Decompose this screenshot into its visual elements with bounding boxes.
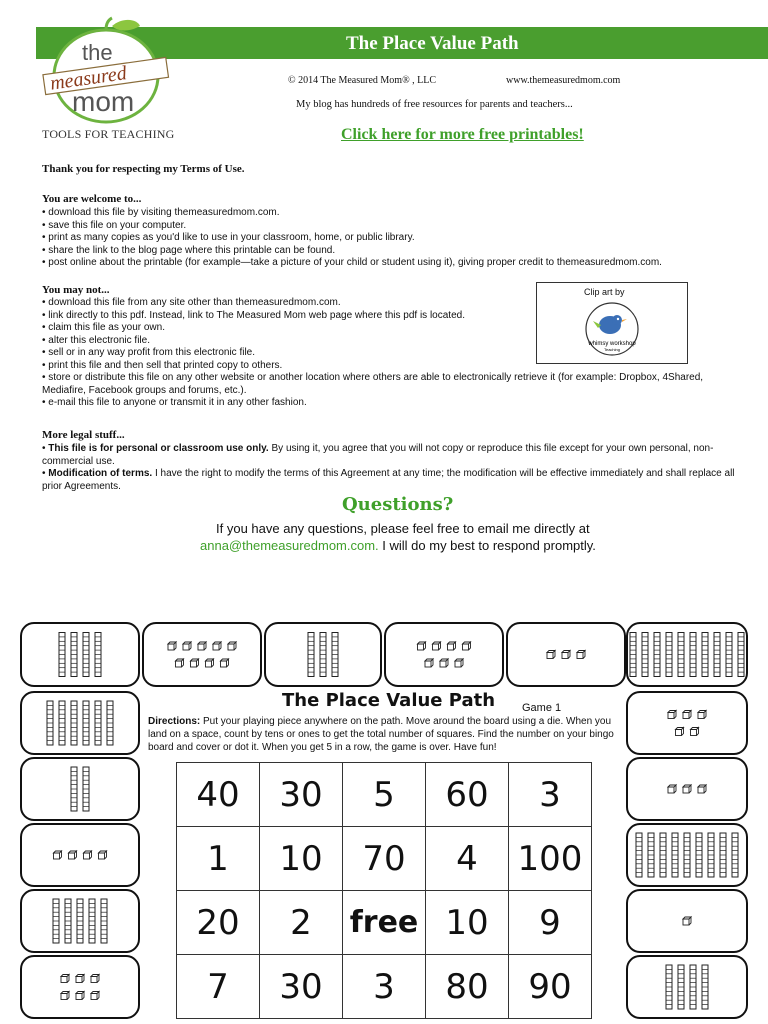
path-space[interactable] (20, 622, 140, 687)
ten-rods-icon (22, 759, 138, 819)
list-item: • print as many copies as you'd like to use in your classroom, home, or public library. (42, 232, 662, 245)
ten-rod (684, 833, 690, 877)
questions-line2 (200, 538, 596, 553)
path-space[interactable] (264, 622, 382, 687)
bingo-cell[interactable]: 7 (177, 955, 260, 1019)
list-item: • share the link to the blog page where this printable can be found. (42, 245, 662, 258)
unit-cube (168, 642, 176, 650)
list-item: • store or distribute this file on any other website or another location where others are able to electronically retrieve it (for example: Dropbox, 4Shared, Mediafire, Facebook groups and forums, etc.). (42, 372, 742, 397)
unit-cube (547, 651, 555, 659)
ten-rod (65, 899, 71, 943)
clipart-label: Clip art by (584, 287, 625, 297)
welcome-list (42, 207, 662, 270)
list-item: • claim this file as your own. (42, 322, 742, 335)
unit-cube (61, 992, 69, 1000)
unit-cubes-icon (22, 825, 138, 885)
unit-cubes-icon (628, 759, 746, 819)
bingo-cell[interactable]: 90 (509, 955, 592, 1019)
list-item: • print this file and then sell that printed copy to others. (42, 360, 742, 373)
ten-rod (666, 633, 672, 677)
bingo-cell[interactable]: 1 (177, 827, 260, 891)
unit-cubes-icon (22, 957, 138, 1017)
ten-rods-icon (628, 624, 746, 685)
unit-cube (577, 651, 585, 659)
ten-rod (59, 701, 65, 745)
unit-cube (91, 992, 99, 1000)
unit-cube (455, 659, 463, 667)
list-item: • sell or in any way profit from this electronic file. (42, 347, 742, 360)
unit-cube (668, 711, 676, 719)
clipart-sub: Teaching (603, 347, 621, 352)
unit-cube (76, 975, 84, 983)
legal-text: By using it, you agree that you will not copy or reproduce this file except for your own personal, non-commercial use. (42, 443, 714, 467)
ten-rod (83, 633, 89, 677)
bingo-cell[interactable]: 5 (343, 763, 426, 827)
logo-apple-icon (42, 16, 170, 126)
logo-line2: measured (48, 62, 129, 95)
ten-rod (83, 767, 89, 811)
ten-rod (702, 965, 708, 1009)
unit-cube (61, 975, 69, 983)
list-item: • e-mail this file to anyone or transmit it in any other fashion. (42, 397, 742, 410)
ten-rod (107, 701, 113, 745)
unit-cube (76, 992, 84, 1000)
unit-cube (562, 651, 570, 659)
ten-rod (77, 899, 83, 943)
questions-line2-text: I will do my best to respond promptly. (378, 538, 596, 553)
bingo-cell[interactable]: 20 (177, 891, 260, 955)
ten-rod (666, 965, 672, 1009)
unit-cube (191, 659, 199, 667)
ten-rods-icon (22, 891, 138, 951)
unit-cube (683, 785, 691, 793)
game-number: Game 1 (522, 702, 562, 714)
unit-cube (698, 785, 706, 793)
unit-cube (683, 711, 691, 719)
list-item: • download this file from any site other than themeasuredmom.com. (42, 297, 742, 310)
game-directions (148, 715, 618, 754)
ten-rod (630, 633, 636, 677)
unit-cube (691, 728, 699, 736)
list-item: • link directly to this pdf. Instead, link to The Measured Mom web page where this pdf is located. (42, 310, 742, 323)
directions-label: Directions: (148, 716, 201, 727)
legal-list (42, 443, 752, 493)
ten-rod (636, 833, 642, 877)
bingo-cell[interactable]: 10 (426, 891, 509, 955)
ten-rod (672, 833, 678, 877)
unit-cubes-icon (628, 891, 746, 951)
board-title: The Place Value Path (282, 690, 496, 711)
list-item: • alter this electronic file. (42, 335, 742, 348)
email-link[interactable]: anna@themeasuredmom.com. (200, 538, 379, 553)
path-space[interactable] (626, 823, 748, 887)
unit-cube (206, 659, 214, 667)
unit-cube (440, 659, 448, 667)
unit-cube (176, 659, 184, 667)
ten-rod (714, 633, 720, 677)
bingo-cell[interactable]: 3 (343, 955, 426, 1019)
logo-line1: the (82, 40, 113, 65)
ten-rods-icon (266, 624, 380, 685)
logo-tagline: TOOLS FOR TEACHING (42, 127, 175, 141)
unit-cube (228, 642, 236, 650)
unit-cube (99, 851, 107, 859)
ten-rod (690, 633, 696, 677)
path-space[interactable] (20, 823, 140, 887)
unit-cube (698, 711, 706, 719)
ten-rod (702, 633, 708, 677)
unit-cube (198, 642, 206, 650)
bingo-board (176, 762, 592, 1019)
list-item: • download this file by visiting themeasuredmom.com. (42, 207, 662, 220)
copyright-text: © 2014 The Measured Mom® , LLC (288, 75, 437, 86)
ten-rod (720, 833, 726, 877)
unit-cube (54, 851, 62, 859)
ten-rod (71, 701, 77, 745)
bingo-cell[interactable]: 40 (177, 763, 260, 827)
path-space[interactable] (626, 955, 748, 1019)
bingo-cell[interactable]: 70 (343, 827, 426, 891)
questions-line1: If you have any questions, please feel free to email me directly at (216, 521, 590, 536)
path-space[interactable] (20, 757, 140, 821)
path-space[interactable] (506, 622, 626, 687)
bingo-cell[interactable]: 9 (509, 891, 592, 955)
path-space[interactable] (20, 955, 140, 1019)
legal-text: I have the right to modify the terms of this Agreement at any time; the modification will be effective immediately and shall replace all prior Agreements. (42, 468, 735, 492)
unit-cubes-icon (508, 624, 624, 685)
unit-cube (433, 642, 441, 650)
welcome-heading: You are welcome to... (42, 193, 142, 205)
ten-rod (71, 633, 77, 677)
ten-rod (308, 633, 314, 677)
list-item (42, 468, 752, 493)
legal-bold: Modification of terms. (48, 468, 153, 479)
logo-line3: mom (72, 86, 135, 117)
legal-bold: This file is for personal or classroom use only. (48, 443, 269, 454)
ten-rod (708, 833, 714, 877)
ten-rod (53, 899, 59, 943)
ten-rods-icon (22, 693, 138, 753)
ten-rod (59, 633, 65, 677)
path-space[interactable] (626, 889, 748, 953)
path-space[interactable] (626, 691, 748, 755)
ten-rod (320, 633, 326, 677)
unit-cubes-icon (628, 693, 746, 753)
website-link[interactable]: www.themeasuredmom.com (506, 75, 621, 86)
unit-cube (463, 642, 471, 650)
unit-cubes-icon (386, 624, 502, 685)
unit-cube (84, 851, 92, 859)
path-space[interactable] (20, 691, 140, 755)
unit-cubes-icon (144, 624, 260, 685)
ten-rods-icon (628, 957, 746, 1017)
ten-rod (642, 633, 648, 677)
bingo-cell[interactable]: 100 (509, 827, 592, 891)
unit-cube (418, 642, 426, 650)
clipart-brand: whimsy workshop (588, 341, 636, 347)
ten-rod (678, 633, 684, 677)
unit-cube (213, 642, 221, 650)
unit-cube (91, 975, 99, 983)
list-item: • post online about the printable (for example—take a picture of your child or student using it), giving proper credit to themeasuredmom.com. (42, 257, 662, 270)
unit-cube (425, 659, 433, 667)
ten-rod (95, 701, 101, 745)
ten-rod (648, 833, 654, 877)
bingo-cell[interactable]: 10 (260, 827, 343, 891)
unit-cube (448, 642, 456, 650)
ten-rod (83, 701, 89, 745)
maynot-heading: You may not... (42, 284, 110, 296)
ten-rod (660, 833, 666, 877)
unit-cube (221, 659, 229, 667)
path-space[interactable] (626, 622, 748, 687)
ten-rod (654, 633, 660, 677)
bingo-free-cell[interactable]: free (343, 891, 426, 955)
unit-cube (668, 785, 676, 793)
ten-rod (89, 899, 95, 943)
unit-cube (69, 851, 77, 859)
ten-rod (47, 701, 53, 745)
bingo-cell[interactable]: 30 (260, 955, 343, 1019)
ten-rod (738, 633, 744, 677)
unit-cube (183, 642, 191, 650)
page-title: The Place Value Path (346, 33, 519, 54)
directions-text: Put your playing piece anywhere on the path. Move around the board using a die. When you land on a space, count by tens or ones to get the total number of squares. Find the number on your bingo board and cover or dot it. When you get 5 in a row, the game is over. Have fun! (148, 716, 614, 753)
ten-rods-icon (628, 825, 746, 885)
list-item: • save this file on your computer. (42, 220, 662, 233)
bingo-cell[interactable]: 80 (426, 955, 509, 1019)
ten-rod (726, 633, 732, 677)
ten-rod (696, 833, 702, 877)
bingo-cell[interactable]: 4 (426, 827, 509, 891)
blog-description: My blog has hundreds of free resources for parents and teachers... (296, 99, 573, 110)
whimsy-workshop-bird-icon (584, 301, 640, 357)
unit-cube (676, 728, 684, 736)
bingo-cell[interactable]: 3 (509, 763, 592, 827)
ten-rod (71, 767, 77, 811)
questions-heading: Questions? (342, 494, 454, 515)
ten-rod (101, 899, 107, 943)
path-space[interactable] (142, 622, 262, 687)
unit-cube (683, 917, 691, 925)
free-printables-link[interactable]: Click here for more free printables! (341, 126, 584, 143)
bingo-cell[interactable]: 60 (426, 763, 509, 827)
path-space[interactable] (384, 622, 504, 687)
ten-rod (678, 965, 684, 1009)
bingo-cell[interactable]: 30 (260, 763, 343, 827)
ten-rod (95, 633, 101, 677)
ten-rod (332, 633, 338, 677)
terms-thanks: Thank you for respecting my Terms of Use. (42, 163, 245, 175)
path-space[interactable] (626, 757, 748, 821)
list-item (42, 443, 752, 468)
ten-rods-icon (22, 624, 138, 685)
legal-heading: More legal stuff... (42, 429, 125, 441)
path-space[interactable] (20, 889, 140, 953)
ten-rod (690, 965, 696, 1009)
ten-rod (732, 833, 738, 877)
bingo-cell[interactable]: 2 (260, 891, 343, 955)
